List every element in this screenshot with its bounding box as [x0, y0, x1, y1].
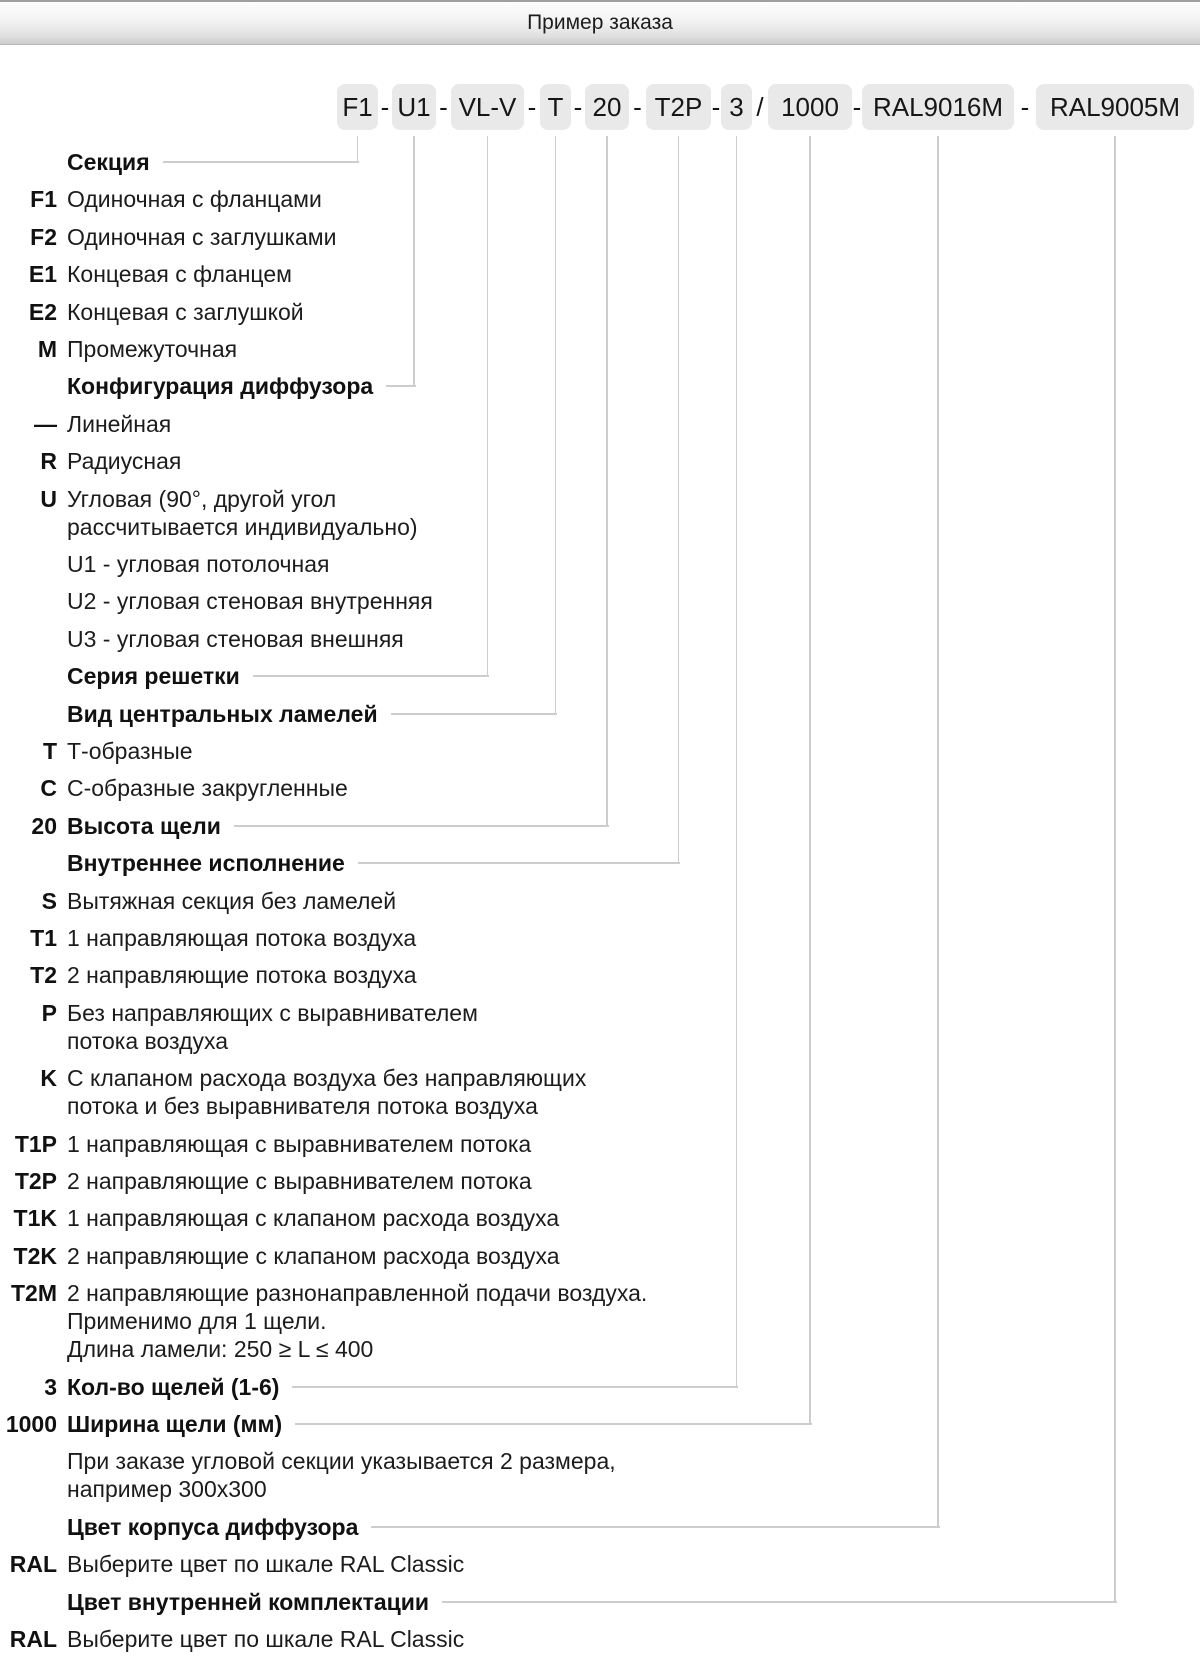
text-line: Одиночная с заглушками	[67, 224, 337, 250]
legend-row	[0, 410, 1200, 438]
row-text	[67, 485, 1200, 541]
legend-row	[0, 961, 1200, 989]
text-line: Промежуточная	[67, 336, 238, 362]
connector-line	[678, 136, 680, 862]
row-text	[67, 774, 1200, 802]
legend-row	[0, 1242, 1200, 1270]
text-line: Угловая (90°, другой угол	[67, 486, 337, 512]
row-key: E1	[28, 261, 57, 287]
text-line: Линейная	[67, 411, 172, 437]
connector-line	[1114, 136, 1116, 1601]
row-text	[67, 1242, 1200, 1270]
row-key: RAL	[9, 1626, 57, 1652]
row-text	[67, 924, 1200, 952]
text-line: Цвет корпуса диффузора	[67, 1514, 359, 1540]
row-text	[67, 1064, 1200, 1120]
code-separator: -	[527, 92, 537, 122]
row-key: 3	[44, 1374, 57, 1400]
row-key: T1P	[14, 1131, 57, 1157]
text-line: Концевая с фланцем	[67, 261, 292, 287]
text-line: 2 направляющие разнонаправленной подачи воздуха.	[67, 1280, 648, 1306]
row-text	[67, 587, 1200, 615]
code-separator: -	[573, 92, 583, 122]
code-separator: -	[633, 92, 642, 122]
text-line: При заказе угловой секции указывается 2 размера,	[67, 1448, 616, 1474]
legend-row	[0, 625, 1200, 653]
row-text	[67, 447, 1200, 475]
code-separator: -	[852, 92, 862, 122]
connector-line	[555, 136, 557, 713]
connector-line	[295, 1423, 811, 1425]
connector-line	[292, 1386, 738, 1388]
legend-row	[0, 447, 1200, 475]
code-separator: -	[380, 92, 390, 122]
connector-line	[357, 136, 359, 161]
connector-line	[937, 136, 939, 1526]
order-code-box-ral9016m: RAL9016M	[862, 84, 1014, 130]
text-line: 2 направляющие потока воздуха	[67, 962, 417, 988]
row-key: K	[40, 1065, 57, 1091]
row-text	[67, 961, 1200, 989]
row-key: T1K	[13, 1205, 57, 1231]
row-text	[67, 999, 1200, 1055]
order-code-box-t2p: T2P	[646, 84, 711, 130]
legend-row	[0, 587, 1200, 615]
order-code-box-20: 20	[585, 84, 629, 130]
connector-line	[442, 1601, 1116, 1603]
row-key: F2	[30, 224, 57, 250]
legend-row	[0, 1130, 1200, 1158]
connector-line	[809, 136, 811, 1423]
legend-row	[0, 999, 1200, 1055]
text-line: Т-образные	[67, 738, 193, 764]
row-key: —	[34, 411, 57, 437]
code-separator: -	[711, 92, 721, 122]
text-line: 2 направляющие с выравнивателем потока	[67, 1168, 532, 1194]
row-text	[67, 1550, 1200, 1578]
row-key: T2K	[13, 1243, 57, 1269]
text-line: С-образные закругленные	[67, 775, 348, 801]
connector-line	[386, 385, 415, 387]
legend-row	[0, 1064, 1200, 1120]
text-line: потока и без выравнивателя потока воздуха	[67, 1093, 538, 1119]
row-key: S	[41, 888, 57, 914]
row-key: R	[40, 448, 57, 474]
text-line: рассчитывается индивидуально)	[67, 514, 418, 540]
connector-line	[358, 862, 680, 864]
row-key: T2	[30, 962, 57, 988]
row-text	[67, 1130, 1200, 1158]
order-code-box-1000: 1000	[768, 84, 852, 130]
text-line: U2 - угловая стеновая внутренняя	[67, 588, 433, 614]
row-key: E2	[28, 299, 57, 325]
row-key: 1000	[5, 1411, 57, 1437]
row-key: P	[41, 1000, 57, 1026]
row-text	[67, 1279, 1200, 1363]
legend-row	[0, 1167, 1200, 1195]
row-text	[67, 1204, 1200, 1232]
row-text	[67, 260, 1200, 288]
legend-row	[0, 1550, 1200, 1578]
text-line: 1 направляющая с выравнивателем потока	[67, 1131, 532, 1157]
legend-row	[0, 298, 1200, 326]
text-line: 2 направляющие с клапаном расхода воздуха	[67, 1243, 560, 1269]
legend-row	[0, 223, 1200, 251]
legend-row	[0, 485, 1200, 541]
connector-line	[163, 161, 359, 163]
code-separator: -	[1020, 92, 1030, 122]
row-text	[67, 223, 1200, 251]
legend-row	[0, 372, 1200, 400]
row-text	[67, 298, 1200, 326]
row-text	[67, 550, 1200, 578]
text-line: 1 направляющая потока воздуха	[67, 925, 417, 951]
text-line: Ширина щели (мм)	[67, 1411, 283, 1437]
text-line: Концевая с заглушкой	[67, 299, 304, 325]
text-line: 1 направляющая с клапаном расхода воздуха	[67, 1205, 560, 1231]
text-line: Внутреннее исполнение	[67, 850, 345, 876]
text-line: С клапаном расхода воздуха без направляющих	[67, 1065, 587, 1091]
text-line: Длина ламели: 250 ≥ L ≤ 400	[67, 1336, 374, 1362]
row-text	[67, 335, 1200, 363]
text-line: Секция	[67, 149, 150, 175]
row-text	[67, 1447, 1200, 1503]
connector-line	[606, 136, 608, 825]
connector-line	[736, 136, 738, 1386]
order-code-box-u1: U1	[392, 84, 436, 130]
text-line: Вытяжная секция без ламелей	[67, 888, 397, 914]
row-key: С	[40, 775, 57, 801]
row-text	[67, 185, 1200, 213]
legend-row	[0, 1204, 1200, 1232]
legend-row	[0, 335, 1200, 363]
text-line: Серия решетки	[67, 663, 240, 689]
row-key: F1	[30, 186, 57, 212]
legend-row	[0, 700, 1200, 728]
row-text	[67, 410, 1200, 438]
row-text	[67, 625, 1200, 653]
connector-line	[391, 713, 557, 715]
text-line: Цвет внутренней комплектации	[67, 1589, 430, 1615]
row-key: T2P	[14, 1168, 57, 1194]
legend-row	[0, 185, 1200, 213]
row-text	[67, 887, 1200, 915]
text-line: Выберите цвет по шкале RAL Classic	[67, 1551, 465, 1577]
legend-row	[0, 924, 1200, 952]
connector-line	[371, 1526, 939, 1528]
row-text	[67, 700, 1200, 728]
connector-line	[487, 136, 489, 675]
text-line: Применимо для 1 щели.	[67, 1308, 327, 1334]
text-line: потока воздуха	[67, 1028, 229, 1054]
legend-row	[0, 550, 1200, 578]
row-key: T1	[30, 925, 57, 951]
text-line: например 300x300	[67, 1476, 267, 1502]
row-key: 20	[31, 813, 57, 839]
legend-row	[0, 887, 1200, 915]
text-line: Без направляющих с выравнивателем	[67, 1000, 478, 1026]
text-line: Высота щели	[67, 813, 221, 839]
code-separator: -	[439, 92, 448, 122]
row-key: M	[37, 336, 57, 362]
connector-line	[413, 136, 415, 385]
text-line: Кол-во щелей (1-6)	[67, 1374, 280, 1400]
row-text	[67, 1625, 1200, 1653]
order-code-box-t: T	[540, 84, 571, 130]
text-line: Радиусная	[67, 448, 182, 474]
row-key: RAL	[9, 1551, 57, 1577]
row-text	[67, 662, 1200, 690]
order-code-box-ral9005m: RAL9005M	[1036, 84, 1194, 130]
row-text	[67, 1167, 1200, 1195]
text-line: U1 - угловая потолочная	[67, 551, 330, 577]
connector-line	[234, 825, 609, 827]
row-text	[67, 372, 1200, 400]
row-key: U	[40, 486, 57, 512]
order-code-box-3: 3	[721, 84, 752, 130]
row-key: T2M	[11, 1280, 57, 1306]
row-key: Т	[42, 738, 57, 764]
order-code-box-vl-v: VL-V	[451, 84, 524, 130]
legend-row	[0, 737, 1200, 765]
legend-row	[0, 1447, 1200, 1503]
legend-row	[0, 1625, 1200, 1653]
text-line: Конфигурация диффузора	[67, 373, 374, 399]
legend-row	[0, 260, 1200, 288]
order-code-box-f1: F1	[337, 84, 378, 130]
text-line: U3 - угловая стеновая внешняя	[67, 626, 404, 652]
text-line: Одиночная с фланцами	[67, 186, 322, 212]
legend-row	[0, 1279, 1200, 1363]
connector-line	[253, 675, 489, 677]
text-line: Выберите цвет по шкале RAL Classic	[67, 1626, 465, 1652]
row-text	[67, 737, 1200, 765]
code-separator: /	[756, 92, 764, 122]
legend-row	[0, 662, 1200, 690]
legend-row	[0, 774, 1200, 802]
page-title: Пример заказа	[527, 11, 673, 34]
text-line: Вид центральных ламелей	[67, 701, 378, 727]
